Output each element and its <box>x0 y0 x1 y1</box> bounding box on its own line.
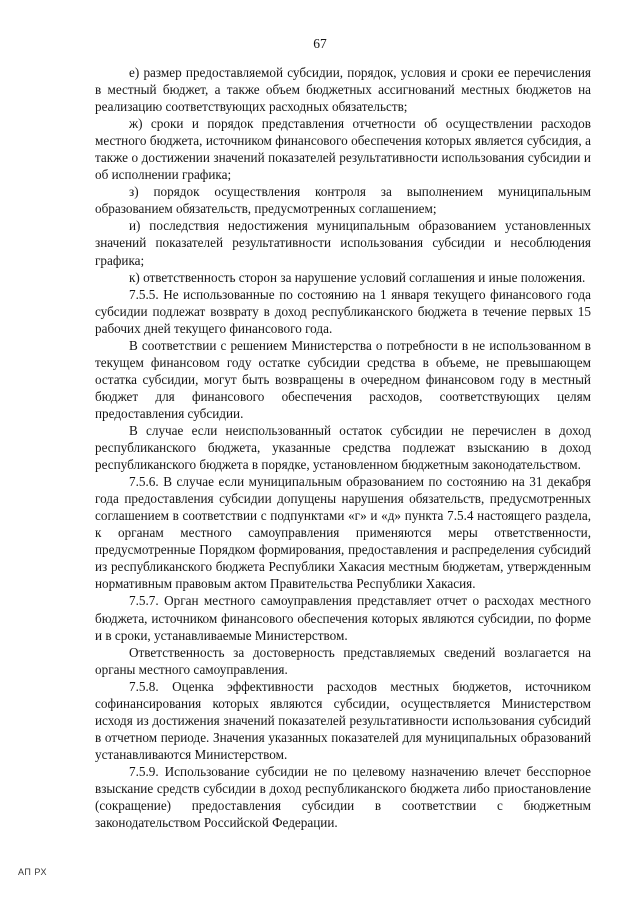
paragraph-7-5-8: 7.5.8. Оценка эффективности расходов местных бюджетов, источником софинансирования которых являются субсидии, осуществляется Министерством исходя из достижения значений показателей результативности использования субсидий в отчетном периоде. Значения указанных показателей для муниципальных образований устанавливаются Министерством. <box>95 678 591 762</box>
paragraph-7-5-7-responsibility: Ответственность за достоверность представляемых сведений возлагается на органы местного самоуправления. <box>95 644 591 677</box>
paragraph-7-5-7: 7.5.7. Орган местного самоуправления представляет отчет о расходах местного бюджета, источником финансового обеспечения которых являются субсидии, по форме и в сроки, устанавливаемые Министерством. <box>95 593 591 643</box>
paragraph-7-5-6: 7.5.6. В случае если муниципальным образованием по состоянию на 31 декабря года предоставления субсидии допущены нарушения обязательств, предусмотренных соглашением в соответствии с подпунктами «г» и «д» пункта 7.5.4 настоящего раздела, к органам местного самоуправления применяются меры ответственности, предусмотренные Порядком формирования, предоставления и распределения субсидий из республиканского бюджета Республики Хакасия местным бюджетам, утвержденным нормативным правовым актом Правительства Республики Хакасия. <box>95 474 591 592</box>
paragraph-7-5-5: 7.5.5. Не использованные по состоянию на 1 января текущего финансового года субсидии подлежат возврату в доход республиканского бюджета в течение первых 15 рабочих дней текущего финансового года. <box>95 286 591 336</box>
paragraph-7-5-9: 7.5.9. Использование субсидии не по целевому назначению влечет бесспорное взыскание средств субсидии в доход республиканского бюджета либо приостановление (сокращение) предоставления субсидии в соответствии с бюджетным законодательством Российской Федерации. <box>95 763 591 831</box>
document-body <box>95 64 591 831</box>
paragraph-zh: ж) сроки и порядок представления отчетности об осуществлении расходов местного бюджета, источником финансового обеспечения которых является субсидия, а также о достижении значений показателей результативности использования субсидии и об исполнении графика; <box>95 116 591 183</box>
document-stamp: АП РХ <box>18 867 47 877</box>
paragraph-i: и) последствия недостижения муниципальным образованием установленных значений показателей результативности использования субсидии и несоблюдения графика; <box>95 218 591 268</box>
page-number: 67 <box>313 36 327 51</box>
paragraph-7-5-5-recovery: В случае если неиспользованный остаток субсидии не перечислен в доход республиканского бюджета, указанные средства подлежат взысканию в доход республиканского бюджета в порядке, установленном бюджетным законодательством. <box>95 422 591 473</box>
paragraph-7-5-5-return: В соответствии с решением Министерства о потребности в не использованном в текущем финансовом году остатке субсидии средства в объеме, не превышающем остатка субсидии, могут быть возвращены в очередном финансовом году в местный бюджет для финансового обеспечения расходов, соответствующих целям предоставления субсидии. <box>95 337 591 421</box>
paragraph-k: к) ответственность сторон за нарушение условий соглашения и иные положения. <box>129 269 586 285</box>
paragraph-z: з) порядок осуществления контроля за выполнением муниципальным образованием обязательств, предусмотренных соглашением; <box>95 184 591 217</box>
paragraph-e: е) размер предоставляемой субсидии, порядок, условия и сроки ее перечисления в местный бюджет, а также объем бюджетных ассигнований местных бюджетов на реализацию соответствующих расходных обязательств; <box>95 65 591 115</box>
